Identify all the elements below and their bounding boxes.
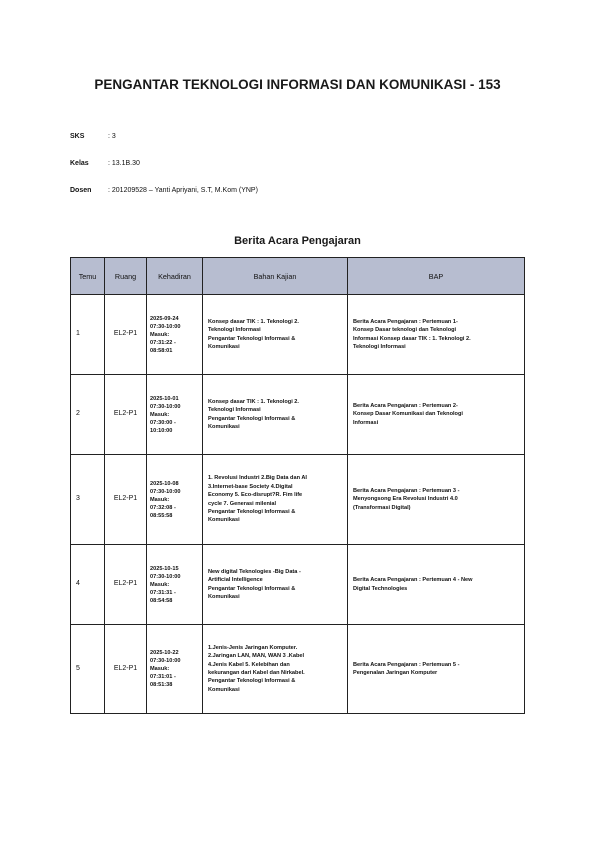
- cell-temu: 4: [71, 545, 105, 625]
- bahan-line: 2.Jaringan LAN, MAN, WAN 3 .Kabel: [208, 653, 305, 660]
- cell-bap: [348, 455, 525, 545]
- cell-kehadiran: [147, 375, 203, 455]
- bap-line: Informasi Konsep dasar TIK : 1. Teknologi 2.: [353, 335, 471, 342]
- cell-temu: 3: [71, 455, 105, 545]
- cell-temu: 5: [71, 625, 105, 714]
- kehadiran-line: 2025-10-08: [150, 480, 179, 487]
- kehadiran-line: 07:31:01 -: [150, 674, 176, 680]
- header-temu: Temu: [71, 258, 105, 295]
- bap-table: [70, 257, 525, 714]
- kehadiran-line: 07:30-10:00: [150, 573, 181, 580]
- bap-line: Digital Technologies: [353, 585, 408, 592]
- bahan-line: kekurangan dari Kabel dan Nirkabel.: [208, 670, 305, 676]
- cell-temu: 1: [71, 295, 105, 375]
- document-title: PENGANTAR TEKNOLOGI INFORMASI DAN KOMUNIKASI - 153: [94, 77, 501, 92]
- kelas-value: : 13.1B.30: [108, 160, 140, 167]
- header-bap: BAP: [348, 258, 525, 295]
- cell-ruang: EL2-P1: [105, 375, 147, 455]
- bahan-line: Komunikasi: [208, 686, 240, 693]
- cell-bap: [348, 545, 525, 625]
- bahan-line: Teknologi Informasi: [208, 327, 261, 334]
- table-header-row: [71, 258, 525, 295]
- bahan-line: Komunikasi: [208, 593, 240, 600]
- bap-line: (Transformasi Digital): [353, 504, 411, 511]
- kehadiran-line: 07:30-10:00: [150, 658, 181, 664]
- bap-line: Konsep Dasar teknologi dan Teknologi: [353, 327, 457, 334]
- bahan-line: 3.Internet-base Society 4.Digital: [208, 483, 293, 490]
- kehadiran-line: Masuk:: [150, 496, 170, 503]
- kehadiran-line: 2025-10-15: [150, 565, 179, 572]
- cell-ruang: EL2-P1: [105, 625, 147, 714]
- bap-line: Informasi: [353, 419, 379, 426]
- kehadiran-line: Masuk:: [150, 331, 170, 338]
- kehadiran-line: 07:32:08 -: [150, 504, 176, 511]
- cell-bap: [348, 625, 525, 714]
- bahan-line: Konsep dasar TIK : 1. Teknologi 2.: [208, 398, 299, 405]
- bahan-line: New digital Teknologies -Big Data -: [208, 568, 301, 575]
- bap-line: Berita Acara Pengajaran : Pertemuan 4 - New: [353, 577, 473, 584]
- bahan-line: 1.Jenis-Jenis Jaringan Komputer.: [208, 644, 298, 651]
- bap-line: Konsep Dasar Komunikasi dan Teknologi: [353, 411, 463, 418]
- kehadiran-line: 07:31:22 -: [150, 339, 176, 346]
- bahan-line: Pengantar Teknologi Informasi &: [208, 678, 296, 685]
- bahan-line: Konsep dasar TIK : 1. Teknologi 2.: [208, 318, 299, 325]
- kehadiran-line: 07:31:31 -: [150, 589, 176, 596]
- header-ruang: Ruang: [105, 258, 147, 295]
- sks-label: SKS: [70, 133, 85, 140]
- cell-kehadiran: [147, 295, 203, 375]
- bahan-line: Artificial Intelligence: [208, 577, 263, 584]
- kehadiran-line: 2025-09-24: [150, 315, 179, 322]
- cell-kehadiran: [147, 625, 203, 714]
- bahan-line: Pengantar Teknologi Informasi &: [208, 335, 296, 342]
- bahan-line: cycle 7. Generasi milenial: [208, 500, 277, 507]
- cell-bahan-kajian: [203, 295, 348, 375]
- kehadiran-line: 07:30:00 -: [150, 419, 176, 426]
- kehadiran-line: 08:54:58: [150, 597, 173, 604]
- section-title: Berita Acara Pengajaran: [234, 235, 361, 247]
- bap-line: Menyongsong Era Revolusi Industri 4.0: [353, 496, 458, 503]
- kehadiran-line: 10:10:00: [150, 427, 173, 434]
- kehadiran-line: 08:58:01: [150, 347, 173, 354]
- cell-bahan-kajian: [203, 545, 348, 625]
- bahan-line: Economy 5. Eco-disrupt?R. Fim life: [208, 492, 303, 499]
- sks-value: : 3: [108, 133, 116, 140]
- kehadiran-line: Masuk:: [150, 411, 170, 418]
- bahan-line: 4.Jenis Kabel 5. Kelebihan dan: [208, 661, 290, 668]
- bahan-line: Pengantar Teknologi Informasi &: [208, 585, 296, 592]
- bahan-line: Pengantar Teknologi Informasi &: [208, 508, 296, 515]
- kelas-label: Kelas: [70, 160, 89, 167]
- cell-bap: [348, 295, 525, 375]
- cell-bahan-kajian: [203, 625, 348, 714]
- table-row: [71, 625, 525, 714]
- kehadiran-line: 08:51:38: [150, 682, 173, 688]
- cell-kehadiran: [147, 455, 203, 545]
- bahan-line: Pengantar Teknologi Informasi &: [208, 415, 296, 422]
- cell-ruang: EL2-P1: [105, 545, 147, 625]
- bahan-line: Komunikasi: [208, 517, 240, 524]
- bap-line: Berita Acara Pengajaran : Pertemuan 1-: [353, 318, 458, 325]
- cell-bahan-kajian: [203, 375, 348, 455]
- kehadiran-line: Masuk:: [150, 666, 170, 672]
- kehadiran-line: 2025-10-01: [150, 395, 179, 402]
- table-row: [71, 545, 525, 625]
- cell-ruang: EL2-P1: [105, 295, 147, 375]
- bap-line: Berita Acara Pengajaran : Pertemuan 2-: [353, 402, 458, 409]
- header-bahan-kajian: Bahan Kajian: [203, 258, 348, 295]
- cell-bap: [348, 375, 525, 455]
- kehadiran-line: 08:55:58: [150, 512, 173, 519]
- cell-bahan-kajian: [203, 455, 348, 545]
- bahan-line: Komunikasi: [208, 423, 240, 430]
- kehadiran-line: Masuk:: [150, 581, 170, 588]
- kehadiran-line: 07:30-10:00: [150, 488, 181, 495]
- kehadiran-line: 2025-10-22: [150, 650, 179, 656]
- bahan-line: Teknologi Informasi: [208, 407, 261, 414]
- table-row: [71, 455, 525, 545]
- table-body: [71, 295, 525, 714]
- bap-line: Teknologi Informasi: [353, 343, 406, 350]
- table-row: [71, 295, 525, 375]
- dosen-label: Dosen: [70, 187, 92, 194]
- bahan-line: Komunikasi: [208, 343, 240, 350]
- cell-kehadiran: [147, 545, 203, 625]
- bap-line: Pengenalan Jaringan Komputer: [353, 670, 438, 676]
- dosen-value: : 201209528 – Yanti Apriyani, S.T, M.Kom (YNP): [108, 187, 258, 194]
- bahan-line: 1. Revolusi Industri 2.Big Data dan AI: [208, 475, 307, 482]
- bap-line: Berita Acara Pengajaran : Pertemuan 5 -: [353, 661, 460, 668]
- cell-temu: 2: [71, 375, 105, 455]
- header-kehadiran: Kehadiran: [147, 258, 203, 295]
- bap-line: Berita Acara Pengajaran : Pertemuan 3 -: [353, 487, 460, 494]
- table-row: [71, 375, 525, 455]
- kehadiran-line: 07:30-10:00: [150, 403, 181, 410]
- kehadiran-line: 07:30-10:00: [150, 323, 181, 330]
- cell-ruang: EL2-P1: [105, 455, 147, 545]
